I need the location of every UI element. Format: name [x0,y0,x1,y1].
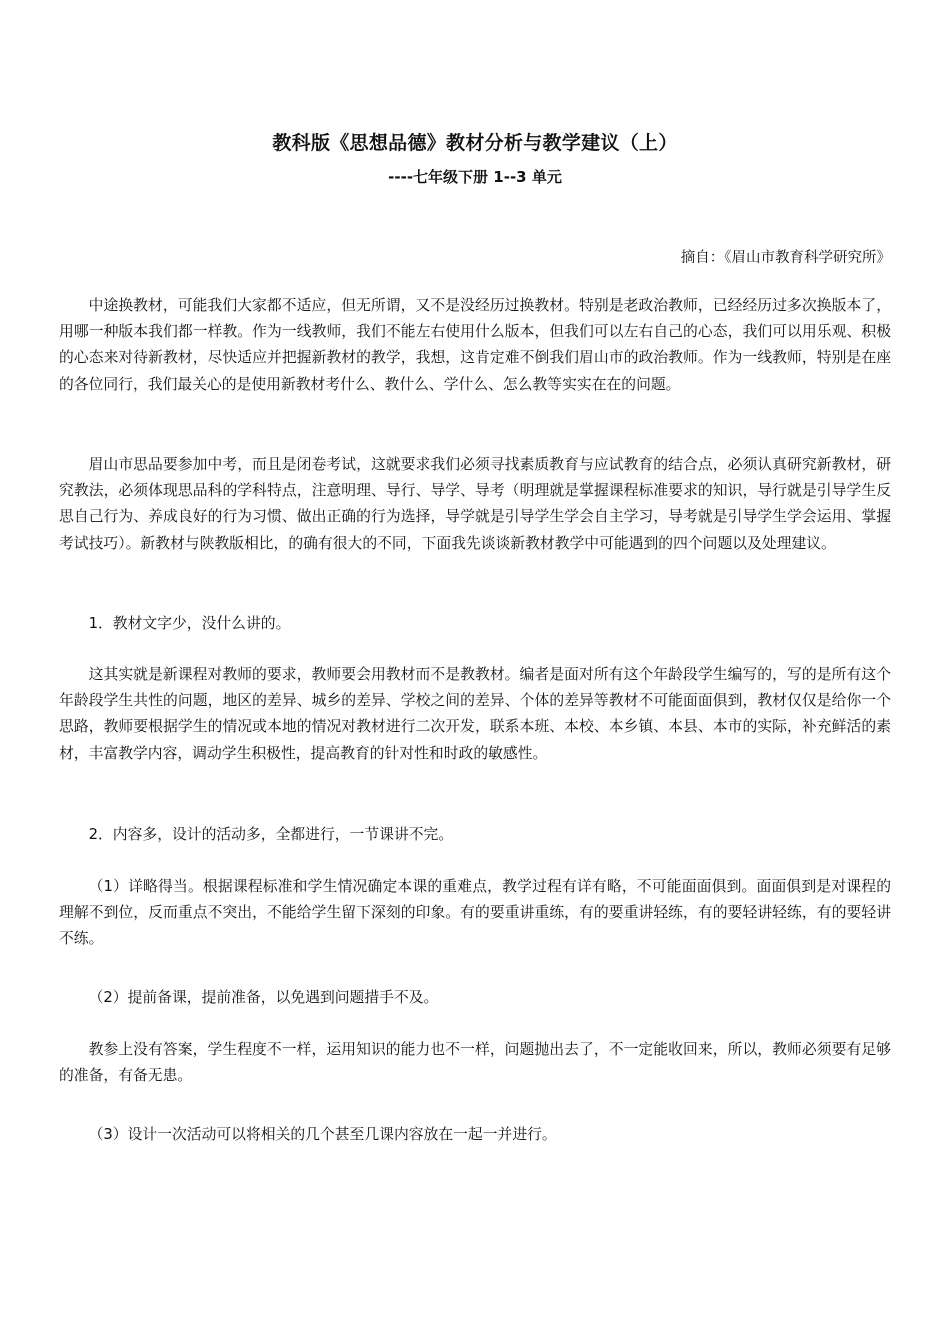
source-note: 摘自：《眉山市教育科学研究所》 [680,250,891,266]
paragraph-preparation: 教参上没有答案，学生程度不一样，运用知识的能力也不一样，问题抛出去了，不一定能收回来，所以，教师必须要有足够的准备，有备无患。 [59,1041,891,1085]
heading-issue-2: 2．内容多，设计的活动多，全都进行，一节课讲不完。 [88,826,454,843]
paragraph-exam-requirements: 眉山市思品要参加中考，而且是闭卷考试，这就要求我们必须寻找素质教育与应试教育的结合点，必须认真研究新教材，研究教法，必须体现思品科的学科特点，注意明理、导行、导学、导考（明理就是掌握课程标准要求的知识，导行就是引导学生反思自己行为、养成良好的行为习惯、做出正确的行为选择，导学就是引导学生学会自主学习，导考就是引导学生学会运用、掌握考试技巧）。新教材与陕教版相比，的确有很大的不同，下面我先谈谈新教材教学中可能遇到的四个问题以及处理建议。 [59,456,891,552]
paragraph-suggestion-2: （2）提前备课，提前准备，以免遇到问题措手不及。 [88,989,439,1006]
document-subtitle: ----七年级下册 1--3 单元 [388,168,562,186]
paragraph-intro: 中途换教材，可能我们大家都不适应，但无所谓，又不是没经历过换教材。特别是老政治教师，已经经历过多次换版本了，用哪一种版本我们都一样教。作为一线教师，我们不能左右使用什么版本，但我们可以左右自己的心态，我们可以用乐观、积极的心态来对待新教材，尽快适应并把握新教材的教学，我想，这肯定难不倒我们眉山市的政治教师。作为一线教师，特别是在座的各位同行，我们最关心的是使用新教材考什么、教什么、学什么、怎么教等实实在在的问题。 [59,297,891,393]
document-title: 教科版《思想品德》教材分析与教学建议（上） [272,132,678,154]
paragraph-issue-1-detail: 这其实就是新课程对教师的要求，教师要会用教材而不是教教材。编者是面对所有这个年龄段学生编写的，写的是所有这个年龄段学生共性的问题，地区的差异、城乡的差异、学校之间的差异、个体的差异等教材不可能面面俱到，教材仅仅是给你一个思路，教师要根据学生的情况或本地的情况对教材进行二次开发，联系本班、本校、本乡镇、本县、本市的实际，补充鲜活的素材，丰富教学内容，调动学生积极性，提高教育的针对性和时政的敏感性。 [59,666,891,762]
paragraph-suggestion-3: （3）设计一次活动可以将相关的几个甚至几课内容放在一起一并进行。 [88,1126,557,1143]
heading-issue-1: 1．教材文字少，没什么讲的。 [88,615,291,632]
paragraph-suggestion-1: （1）详略得当。根据课程标准和学生情况确定本课的重难点，教学过程有详有略，不可能面面俱到。面面俱到是对课程的理解不到位，反而重点不突出，不能给学生留下深刻的印象。有的要重讲重练，有的要重讲轻练，有的要轻讲轻练，有的要轻讲不练。 [59,878,891,948]
